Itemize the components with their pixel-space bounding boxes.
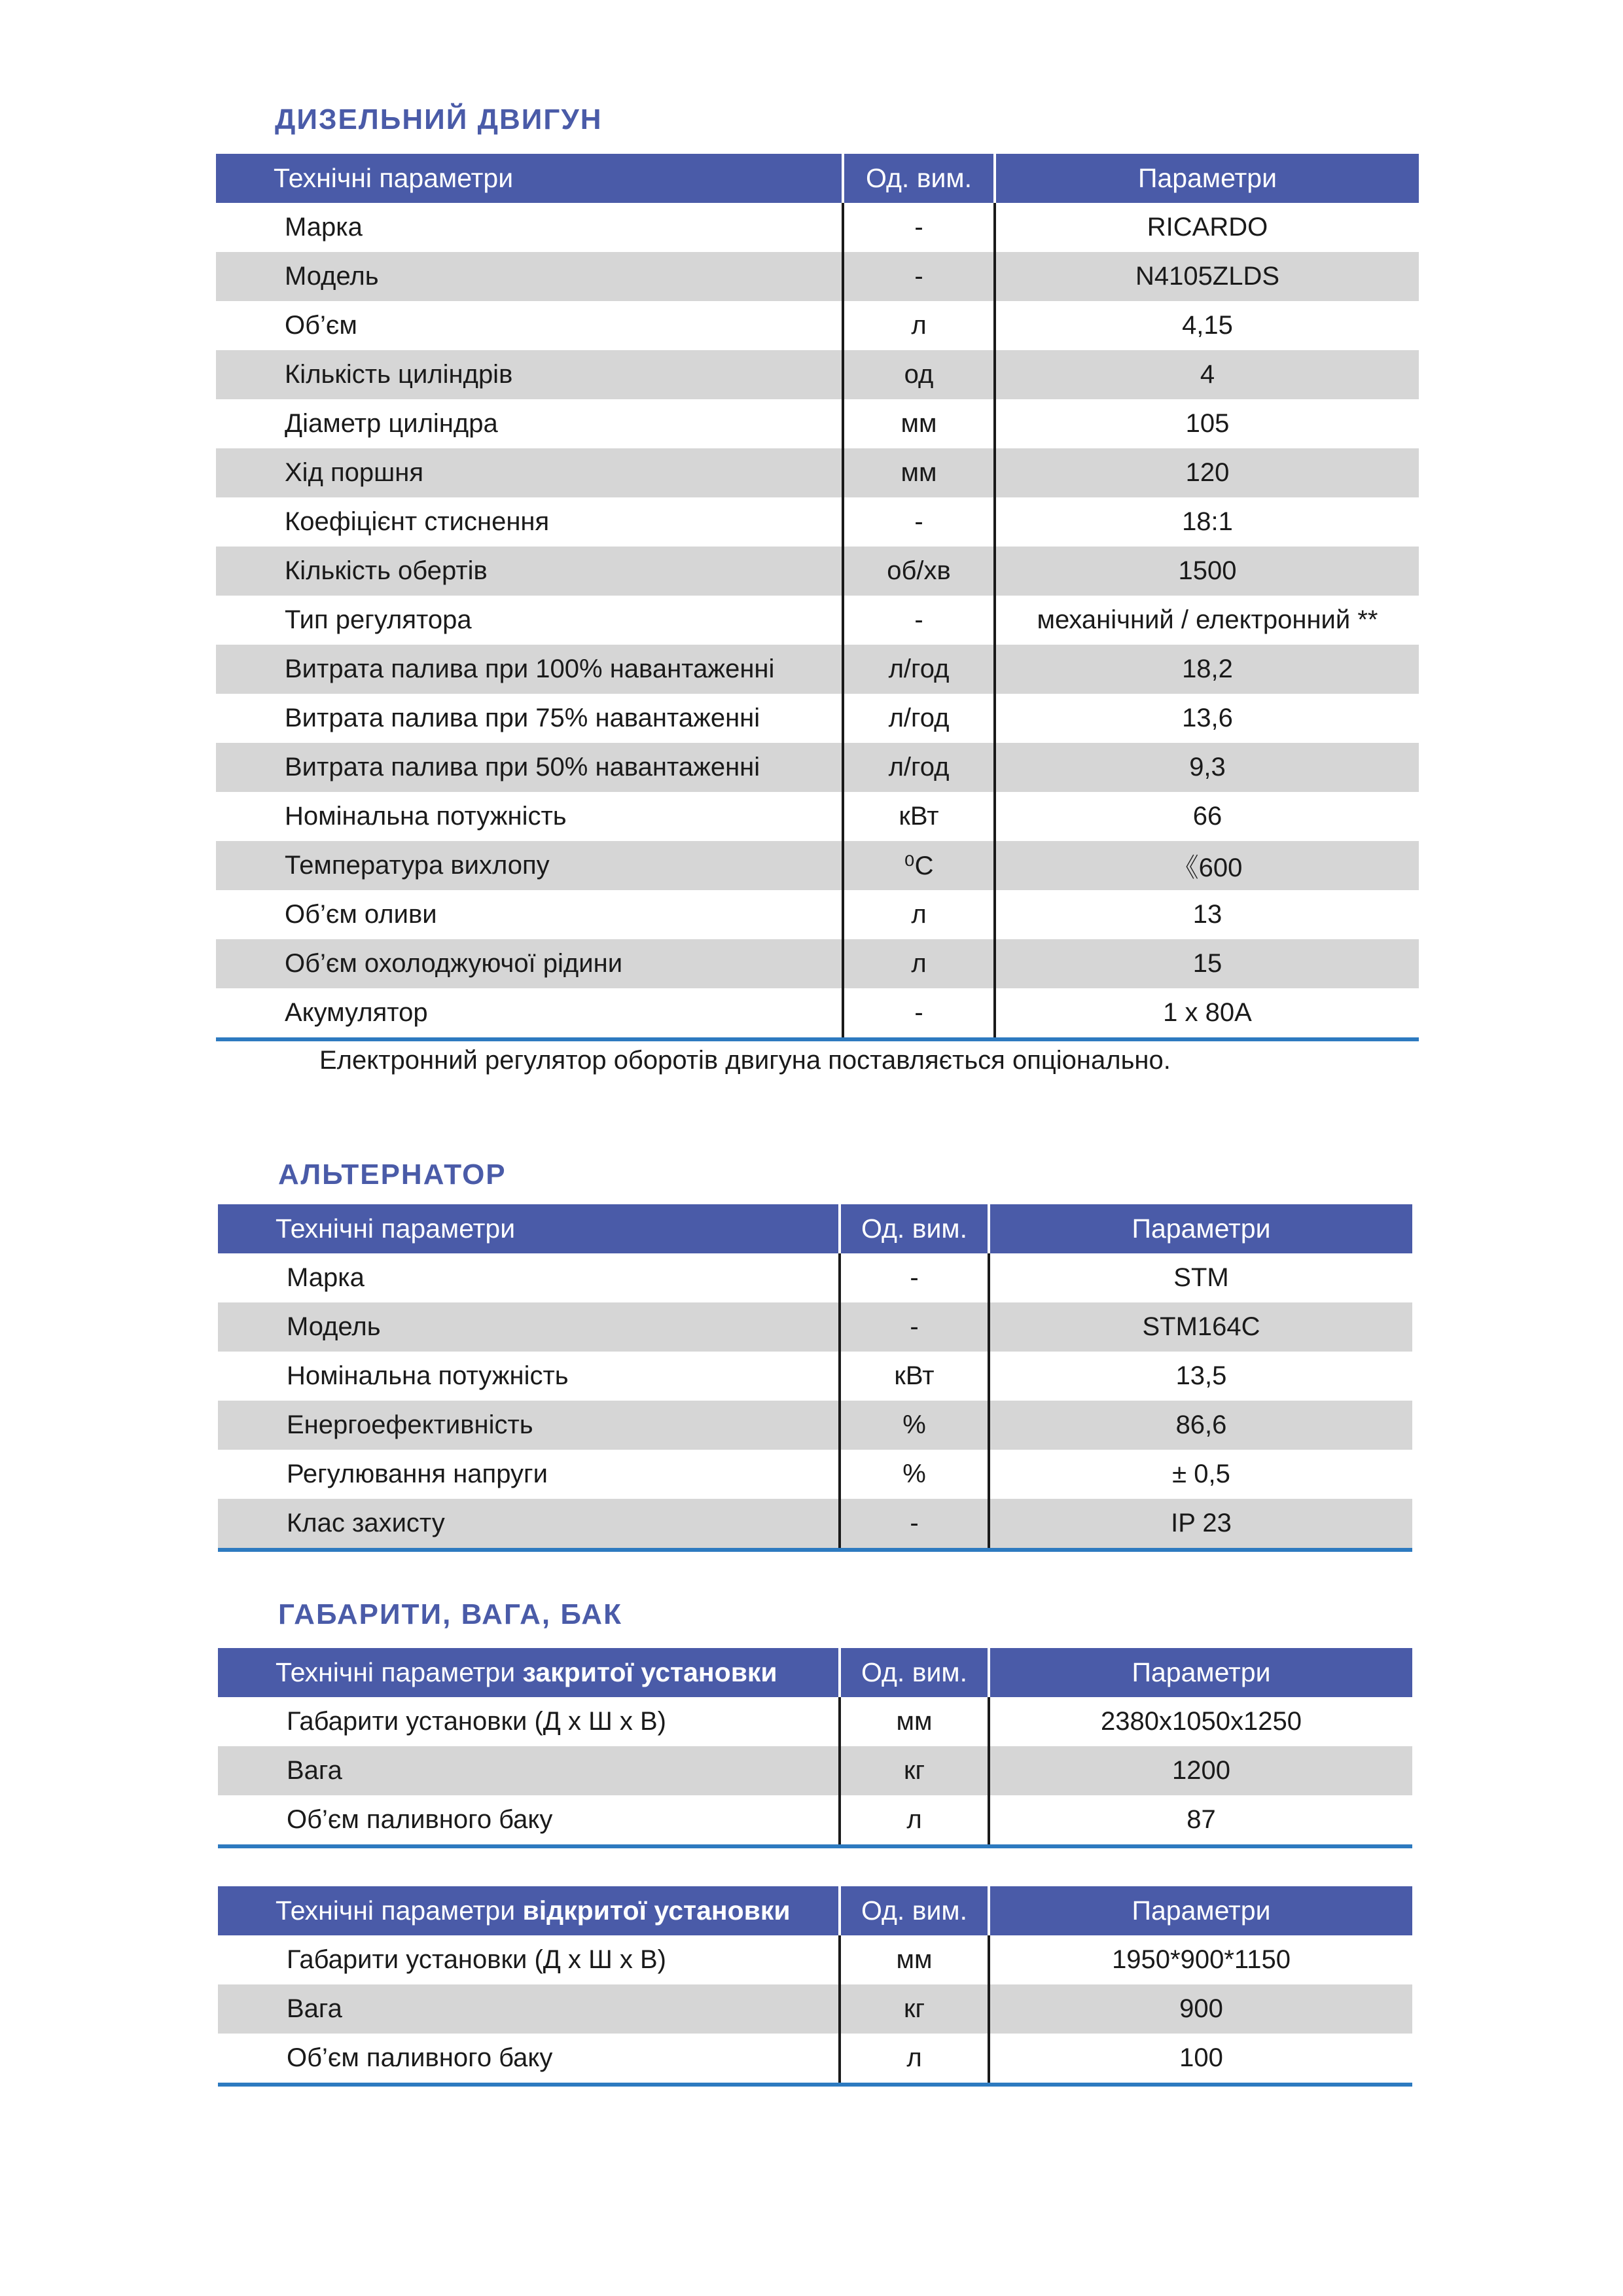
param-name: Об’єм паливного баку — [287, 1805, 553, 1834]
param-unit: л — [840, 2034, 989, 2085]
param-header — [218, 1886, 840, 1935]
table-row — [218, 1984, 1412, 2034]
value-header: Параметри — [989, 1886, 1412, 1935]
table-row — [218, 1499, 1412, 1550]
table-row — [216, 841, 1419, 890]
param-value: IP 23 — [989, 1499, 1412, 1550]
param-value: 86,6 — [989, 1401, 1412, 1450]
param-value: 《600 — [995, 841, 1419, 890]
param-value: 9,3 — [995, 743, 1419, 792]
param-name: Габарити установки (Д х Ш х В) — [287, 1707, 666, 1736]
param-name: Об’єм оливи — [285, 900, 437, 929]
table-row — [218, 1401, 1412, 1450]
param-name: Хід поршня — [216, 448, 843, 497]
table-row — [216, 694, 1419, 743]
param-unit: л — [840, 1795, 989, 1846]
param-name: Клас захисту — [218, 1499, 840, 1550]
param-value: N4105ZLDS — [995, 252, 1419, 301]
table-row — [216, 497, 1419, 547]
table-row — [218, 2034, 1412, 2085]
table-row — [218, 1746, 1412, 1795]
param-unit: - — [840, 1253, 989, 1302]
table-header-row — [216, 154, 1419, 203]
param-value: 13 — [1192, 900, 1222, 929]
param-name: Вага — [218, 1746, 840, 1795]
unit-header: Од. вим. — [840, 1648, 989, 1697]
param-value: 1200 — [989, 1746, 1412, 1795]
open-unit-spec-table — [218, 1886, 1412, 2087]
param-name: Номінальна потужність — [287, 1361, 569, 1390]
param-unit: - — [843, 988, 995, 1039]
table-header-row — [218, 1204, 1412, 1253]
param-unit: л — [843, 890, 995, 939]
table-row — [218, 1253, 1412, 1302]
param-unit: - — [843, 596, 995, 645]
table-row — [216, 988, 1419, 1039]
param-value: STM — [1173, 1263, 1229, 1292]
param-name: Об’єм охолоджуючої рідини — [216, 939, 843, 988]
table-row — [216, 547, 1419, 596]
param-unit: мм — [840, 1697, 989, 1746]
table-row — [216, 399, 1419, 448]
param-value: 66 — [1192, 802, 1222, 831]
param-value: RICARDO — [1147, 213, 1268, 242]
value-header: Параметри — [995, 154, 1419, 203]
engine-spec-table — [216, 154, 1419, 1041]
param-name: Вага — [218, 1984, 840, 2034]
param-value: 87 — [1186, 1805, 1216, 1834]
param-name: Габарити установки (Д х Ш х В) — [287, 1945, 666, 1974]
param-name: Витрата палива при 75% навантаженні — [285, 704, 760, 732]
param-name: Температура вихлопу — [216, 841, 843, 890]
param-name: Об’єм — [285, 311, 357, 340]
param-unit: - — [843, 497, 995, 547]
param-name: Коефіцієнт стиснення — [285, 507, 550, 536]
table-header-row — [218, 1648, 1412, 1697]
param-header: Технічні параметри — [218, 1204, 840, 1253]
param-value: 15 — [995, 939, 1419, 988]
param-unit: - — [840, 1499, 989, 1550]
table-row — [216, 890, 1419, 939]
param-value: 1 x 80А — [1163, 998, 1252, 1027]
engine-footnote: Електронний регулятор оборотів двигуна поставляється опціонально. — [319, 1046, 1171, 1075]
table-row — [216, 596, 1419, 645]
value-header: Параметри — [989, 1204, 1412, 1253]
table-row — [216, 645, 1419, 694]
param-name: Витрата палива при 50% навантаженні — [216, 743, 843, 792]
param-value: 18:1 — [1182, 507, 1233, 536]
param-name: Акумулятор — [285, 998, 428, 1027]
table-row — [216, 350, 1419, 399]
param-value: 1500 — [995, 547, 1419, 596]
param-value: 900 — [989, 1984, 1412, 2034]
param-unit: кВт — [843, 792, 995, 841]
param-unit: од — [843, 350, 995, 399]
param-value: 1950*900*1150 — [1112, 1945, 1291, 1974]
unit-header: Од. вим. — [843, 154, 995, 203]
table-row — [218, 1795, 1412, 1846]
param-value: ± 0,5 — [1172, 1460, 1230, 1488]
param-unit: л/год — [843, 645, 995, 694]
param-unit: - — [843, 252, 995, 301]
param-value: 13,6 — [1182, 704, 1233, 732]
param-unit: л/год — [843, 743, 995, 792]
param-value: 13,5 — [1175, 1361, 1227, 1390]
table-row — [218, 1697, 1412, 1746]
param-name: Марка — [287, 1263, 365, 1292]
header-prefix: Технічні параметри — [276, 1895, 523, 1926]
param-name: Об’єм паливного баку — [287, 2043, 553, 2072]
param-name: Витрата палива при 100% навантаженні — [216, 645, 843, 694]
param-value: 120 — [995, 448, 1419, 497]
param-value: 105 — [1185, 409, 1230, 438]
table-row — [218, 1450, 1412, 1499]
table-row — [216, 301, 1419, 350]
param-name: Кількість обертів — [216, 547, 843, 596]
alternator-section-title: АЛЬТЕРНАТОР — [278, 1158, 507, 1191]
value-header: Параметри — [989, 1648, 1412, 1697]
param-value: 2380x1050x1250 — [1101, 1707, 1302, 1736]
param-unit: - — [843, 203, 995, 252]
table-row — [216, 792, 1419, 841]
param-unit: л — [843, 301, 995, 350]
param-name: Діаметр циліндра — [285, 409, 498, 438]
param-name: Тип регулятора — [285, 605, 472, 634]
table-row — [216, 203, 1419, 252]
param-unit: л/год — [843, 694, 995, 743]
param-name: Модель — [218, 1302, 840, 1352]
table-header-row — [218, 1886, 1412, 1935]
param-name: Регулювання напруги — [287, 1460, 548, 1488]
param-unit: кг — [840, 1984, 989, 2034]
param-value: STM164C — [989, 1302, 1412, 1352]
param-name: Модель — [216, 252, 843, 301]
unit-header: Од. вим. — [840, 1886, 989, 1935]
param-name: Енергоефективність — [218, 1401, 840, 1450]
param-unit: кг — [840, 1746, 989, 1795]
param-name: Марка — [285, 213, 363, 242]
param-name: Номінальна потужність — [285, 802, 567, 831]
header-prefix: Технічні параметри — [276, 1657, 523, 1687]
param-value: 18,2 — [995, 645, 1419, 694]
header-highlight: закритої установки — [522, 1657, 777, 1687]
alternator-spec-table — [218, 1204, 1412, 1552]
table-row — [218, 1935, 1412, 1984]
unit-header: Од. вим. — [840, 1204, 989, 1253]
param-unit: мм — [843, 448, 995, 497]
param-value: 4,15 — [1182, 311, 1233, 340]
table-row — [216, 939, 1419, 988]
dimensions-section-title: ГАБАРИТИ, ВАГА, БАК — [278, 1598, 622, 1630]
param-unit: кВт — [840, 1352, 989, 1401]
param-unit: % — [840, 1401, 989, 1450]
param-unit: - — [840, 1302, 989, 1352]
header-highlight: відкритої установки — [522, 1895, 791, 1926]
engine-section-title: ДИЗЕЛЬНИЙ ДВИГУН — [275, 103, 603, 135]
param-header: Технічні параметри — [216, 154, 843, 203]
param-value: 100 — [1179, 2043, 1223, 2072]
param-name: Кількість циліндрів — [216, 350, 843, 399]
param-unit: мм — [840, 1935, 989, 1984]
param-unit: л — [843, 939, 995, 988]
table-row — [216, 252, 1419, 301]
param-unit: % — [840, 1450, 989, 1499]
param-unit: мм — [843, 399, 995, 448]
table-row — [216, 448, 1419, 497]
param-header — [218, 1648, 840, 1697]
param-value: механічний / електронний ** — [1037, 605, 1378, 634]
table-row — [218, 1302, 1412, 1352]
closed-unit-spec-table — [218, 1648, 1412, 1848]
table-row — [218, 1352, 1412, 1401]
table-row — [216, 743, 1419, 792]
param-unit: ⁰С — [843, 841, 995, 890]
param-value: 4 — [995, 350, 1419, 399]
param-unit: об/хв — [843, 547, 995, 596]
